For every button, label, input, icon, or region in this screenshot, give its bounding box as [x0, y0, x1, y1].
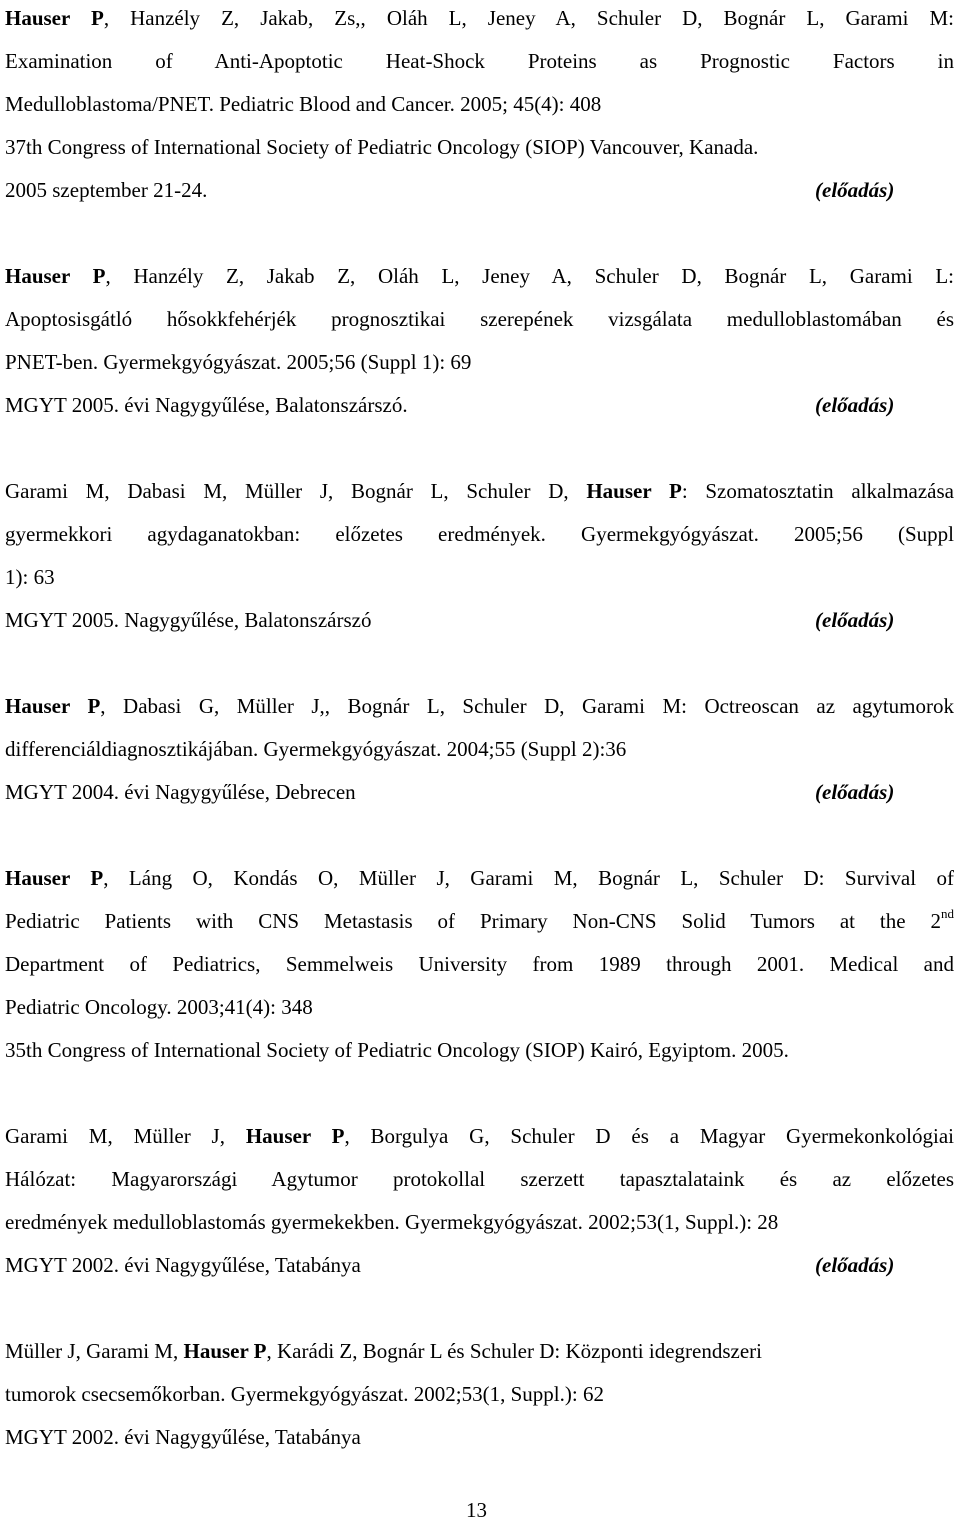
entry-line	[5, 1038, 789, 1063]
entry-line	[5, 565, 55, 590]
superscript: nd	[941, 906, 954, 921]
entry-line	[5, 906, 954, 934]
author-highlight: Hauser P	[5, 694, 101, 718]
author-highlight: Hauser P	[5, 264, 106, 288]
line-text: MGYT 2002. évi Nagygyűlése, Tatabánya	[5, 1425, 361, 1449]
entry-line	[5, 393, 408, 418]
line-text: MGYT 2005. évi Nagygyűlése, Balatonszárszó.	[5, 393, 408, 417]
entry-line	[5, 737, 626, 762]
entry-line	[5, 1167, 954, 1192]
entry-line	[5, 694, 954, 719]
entry-line	[5, 307, 954, 332]
line-text: 1): 63	[5, 565, 55, 589]
line-text: Garami M, Dabasi M, Müller J, Bognár L, Schuler D,	[5, 479, 587, 503]
page-number: 13	[466, 1498, 487, 1522]
entry-line	[5, 479, 954, 504]
line-text: : Szomatosztatin alkalmazása	[681, 479, 955, 503]
line-text: 37th Congress of International Society of Pediatric Oncology (SIOP) Vancouver, Kanada.	[5, 135, 759, 159]
line-text: , Dabasi G, Müller J,, Bognár L, Schuler D, Garami M: Octreoscan az agytumorok	[100, 694, 954, 718]
line-text: eredmények medulloblastomás gyermekekben. Gyermekgyógyászat. 2002;53(1, Suppl.): 28	[5, 1210, 779, 1234]
line-text: differenciáldiagnosztikájában. Gyermekgyógyászat. 2004;55 (Suppl 2):36	[5, 737, 627, 761]
entry-line	[5, 952, 954, 977]
line-text: , Karádi Z, Bognár L és Schuler D: Központi idegrendszeri	[266, 1339, 763, 1363]
line-text: 2005 szeptember 21-24.	[5, 178, 208, 202]
entry-line	[5, 178, 207, 203]
author-highlight: Hauser P	[245, 1124, 345, 1148]
presentation-tag: (előadás)	[815, 178, 895, 202]
presentation-tag: (előadás)	[815, 393, 895, 417]
entry-line	[5, 1382, 604, 1407]
presentation-tag: (előadás)	[815, 1253, 895, 1277]
line-text: 35th Congress of International Society of Pediatric Oncology (SIOP) Kairó, Egyiptom. 2005.	[5, 1038, 789, 1062]
line-text: , Láng O, Kondás O, Müller J, Garami M, Bognár L, Schuler D: Survival of	[103, 866, 955, 890]
line-text: Pediatric Patients with CNS Metastasis of Primary Non-CNS Solid Tumors at the 2	[5, 909, 941, 933]
presentation-tag: (előadás)	[815, 780, 895, 804]
line-text: Garami M, Müller J,	[5, 1124, 246, 1148]
entry-line	[5, 1425, 361, 1450]
line-text: Medulloblastoma/PNET. Pediatric Blood and Cancer. 2005; 45(4): 408	[5, 92, 602, 116]
entry-line	[5, 49, 954, 74]
entry-line	[5, 6, 954, 31]
presentation-tag: (előadás)	[815, 608, 895, 632]
entry-line	[5, 1124, 954, 1149]
line-text: Department of Pediatrics, Semmelweis University from 1989 through 2001. Medical and	[5, 952, 954, 976]
entry-line	[5, 1339, 762, 1364]
author-highlight: Hauser P	[586, 479, 682, 503]
entry-line	[5, 780, 356, 805]
line-text: Apoptosisgátló hősokkfehérjék prognosztikai szerepének vizsgálata medulloblastomában és	[5, 307, 954, 331]
entry-line	[5, 350, 471, 375]
entry-line	[5, 608, 371, 633]
entry-line	[5, 1210, 778, 1235]
line-text: , Hanzély Z, Jakab Z, Oláh L, Jeney A, Schuler D, Bognár L, Garami L:	[105, 264, 955, 288]
line-text: Examination of Anti-Apoptotic Heat-Shock Proteins as Prognostic Factors in	[5, 49, 954, 73]
author-highlight: Hauser P	[5, 6, 104, 30]
entry-line	[5, 264, 954, 289]
line-text: Hálózat: Magyarországi Agytumor protokollal szerzett tapasztalataink és az előzetes	[5, 1167, 954, 1191]
line-text: tumorok csecsemőkorban. Gyermekgyógyászat. 2002;53(1, Suppl.): 62	[5, 1382, 604, 1406]
line-text: , Borgulya G, Schuler D és a Magyar Gyermekonkológiai	[344, 1124, 954, 1148]
entry-line	[5, 522, 954, 547]
line-text: , Hanzély Z, Jakab, Zs,, Oláh L, Jeney A, Schuler D, Bognár L, Garami M:	[103, 6, 954, 30]
entry-line	[5, 135, 758, 160]
line-text: MGYT 2005. Nagygyűlése, Balatonszárszó	[5, 608, 372, 632]
line-text: MGYT 2002. évi Nagygyűlése, Tatabánya	[5, 1253, 361, 1277]
author-highlight: Hauser P	[5, 866, 104, 890]
author-highlight: Hauser P	[183, 1339, 267, 1363]
line-text: Pediatric Oncology. 2003;41(4): 348	[5, 995, 313, 1019]
line-text: gyermekkori agydaganatokban: előzetes eredmények. Gyermekgyógyászat. 2005;56 (Suppl	[5, 522, 954, 546]
line-text: Müller J, Garami M,	[5, 1339, 184, 1363]
entry-line	[5, 866, 954, 891]
line-text: PNET-ben. Gyermekgyógyászat. 2005;56 (Suppl 1): 69	[5, 350, 472, 374]
line-text: MGYT 2004. évi Nagygyűlése, Debrecen	[5, 780, 356, 804]
entry-line	[5, 92, 601, 117]
entry-line	[5, 995, 313, 1020]
entry-line	[5, 1253, 361, 1278]
